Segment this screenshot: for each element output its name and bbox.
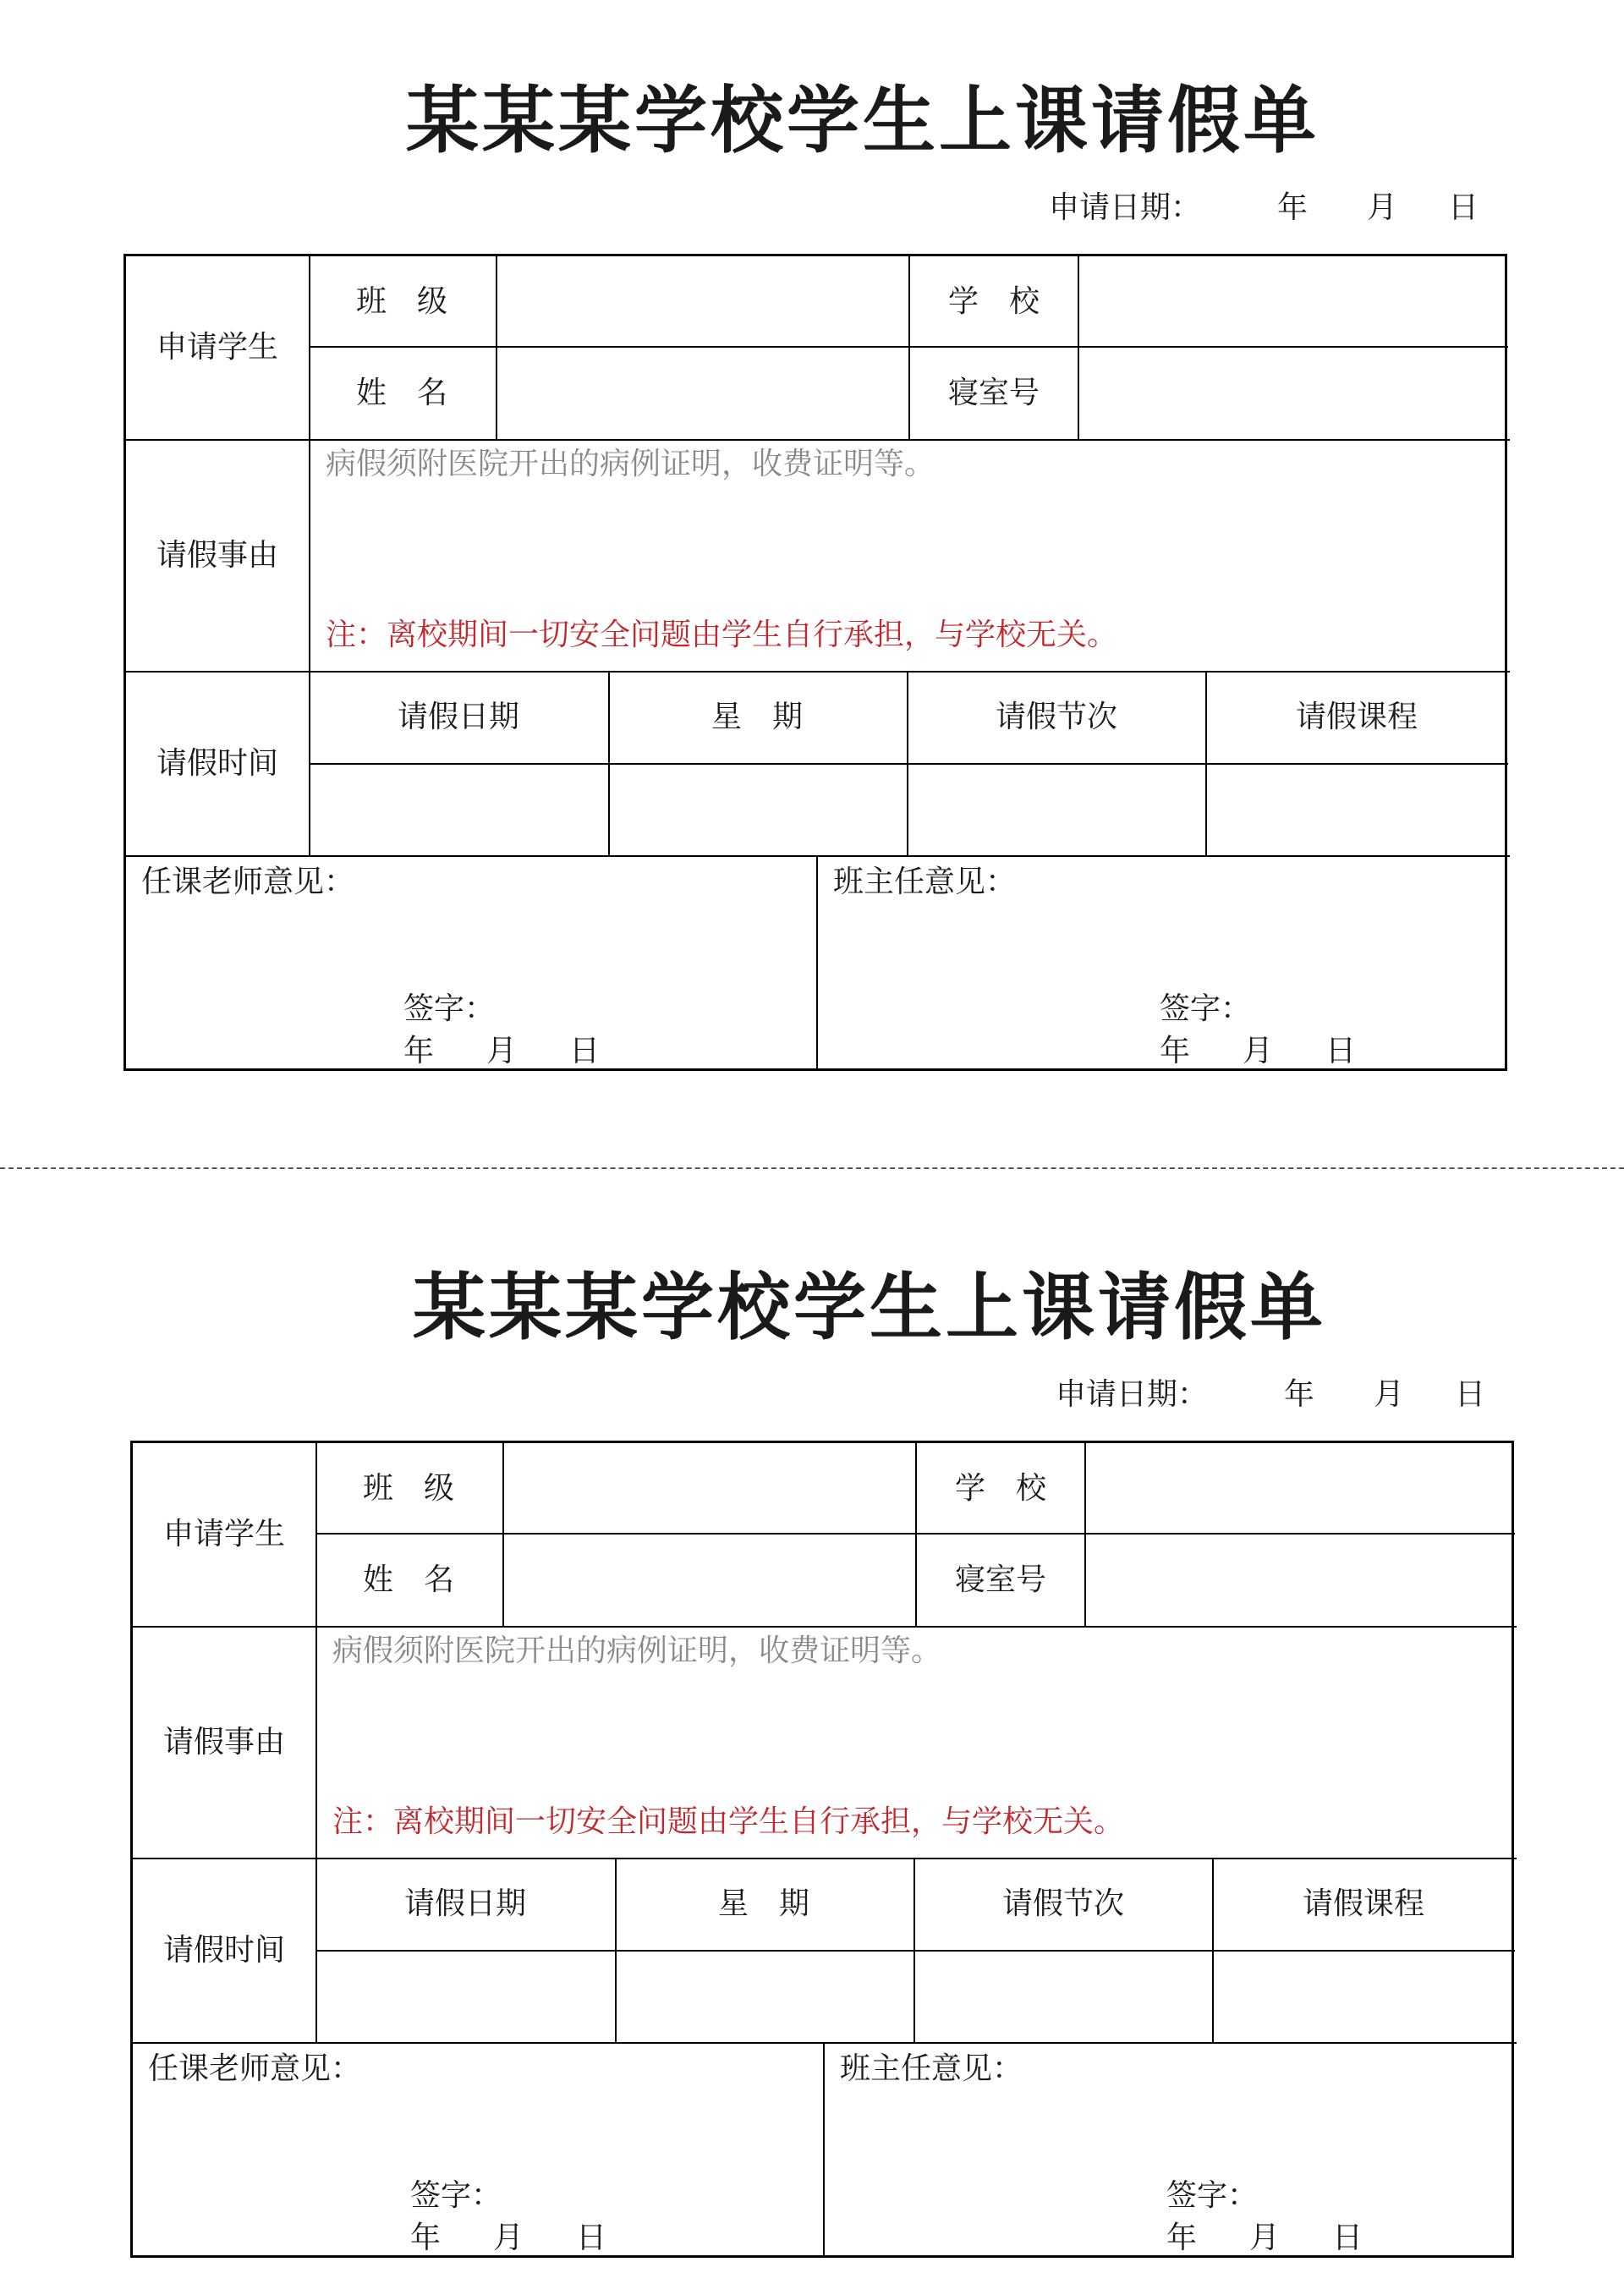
col-date: 请假日期 [403,1886,527,1921]
apply-date-label: 申请日期： [1049,190,1202,225]
school-label: 学 校 [954,1471,1047,1506]
leave-form-bottom [7,1187,1624,2287]
reason-section-label: 请假事由 [156,538,279,573]
teacher-sign-date: 年 月 日 [410,2221,607,2255]
leave-form-top [0,0,1624,1100]
col-date: 请假日期 [397,700,520,734]
form-title: 某某某学校学生上课请假单 [413,1265,1326,1350]
headteacher-sign-date: 年 月 日 [1160,1034,1357,1068]
school-label: 学 校 [947,284,1040,319]
name-label: 姓 名 [355,376,448,410]
headteacher-opinion-label: 班主任意见： [840,2051,1023,2086]
headteacher-sign-label: 签字： [1160,991,1252,1026]
year-label: 年 [1277,190,1309,225]
form-table [123,254,1507,1071]
reason-note: 注：离校期间一切安全问题由学生自行承担，与学校无关。 [326,618,1118,652]
teacher-opinion-label: 任课老师意见： [141,865,355,899]
year-label: 年 [1284,1377,1315,1412]
apply-date-label: 申请日期： [1056,1377,1209,1412]
day-label: 日 [1448,190,1479,225]
col-course: 请假课程 [1302,1886,1425,1921]
apply-date-line [1049,190,1479,225]
teacher-sign-label: 签字： [410,2178,502,2213]
time-section-label: 请假时间 [156,746,279,781]
reason-hint: 病假须附医院开出的病例证明，收费证明等。 [332,1633,942,1668]
apply-date-line [1056,1377,1486,1412]
headteacher-sign-label: 签字： [1166,2178,1259,2213]
col-weekday: 星 期 [717,1886,810,1921]
col-period: 请假节次 [1001,1886,1125,1921]
name-label: 姓 名 [362,1562,455,1597]
col-weekday: 星 期 [710,700,804,734]
month-label: 月 [1367,190,1398,225]
col-period: 请假节次 [995,700,1118,734]
form-table [130,1441,1514,2258]
headteacher-opinion-label: 班主任意见： [833,865,1017,899]
dorm-label: 寝室号 [954,1562,1047,1597]
reason-hint: 病假须附医院开出的病例证明，收费证明等。 [326,447,935,481]
reason-note: 注：离校期间一切安全问题由学生自行承担，与学校无关。 [332,1804,1125,1839]
student-section-label: 申请学生 [162,1517,286,1551]
student-section-label: 申请学生 [156,330,279,365]
class-label: 班 级 [355,284,448,319]
col-course: 请假课程 [1295,700,1418,734]
cut-line-divider [0,1167,1624,1169]
class-label: 班 级 [362,1471,455,1506]
day-label: 日 [1455,1377,1486,1412]
teacher-sign-date: 年 月 日 [403,1034,601,1068]
dorm-label: 寝室号 [947,376,1040,410]
month-label: 月 [1374,1377,1405,1412]
teacher-sign-label: 签字： [403,991,496,1026]
headteacher-sign-date: 年 月 日 [1166,2221,1363,2255]
reason-section-label: 请假事由 [162,1725,286,1760]
time-section-label: 请假时间 [162,1933,286,1968]
form-title: 某某某学校学生上课请假单 [406,78,1320,163]
teacher-opinion-label: 任课老师意见： [148,2051,362,2086]
